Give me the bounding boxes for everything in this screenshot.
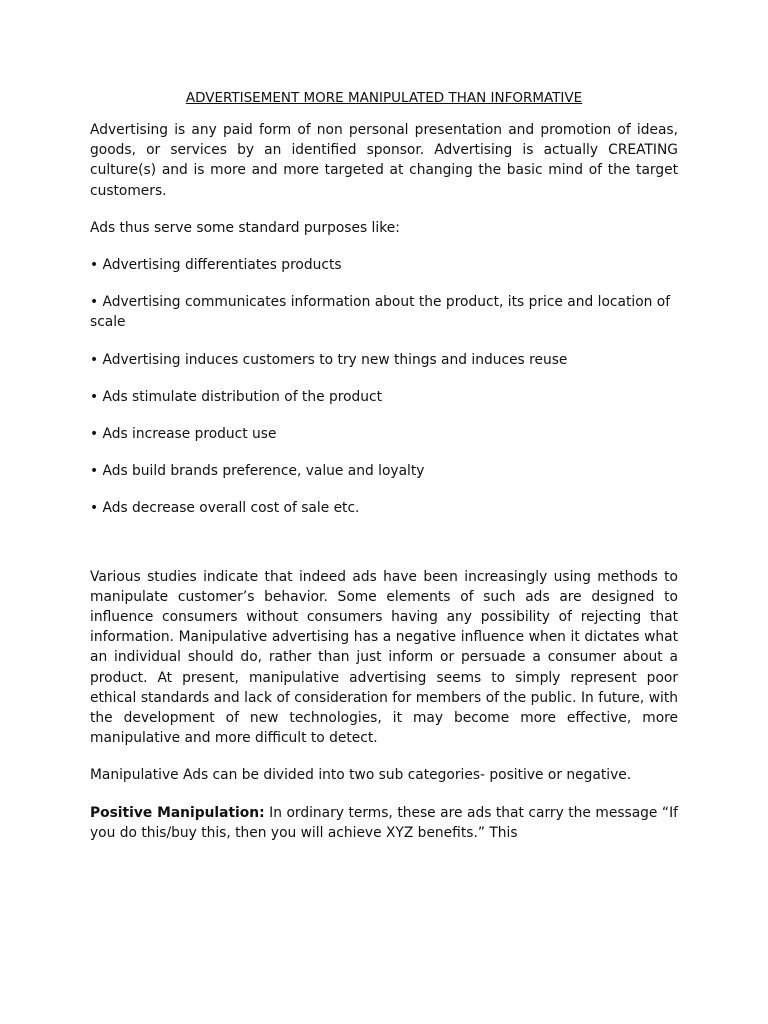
document-page (90, 88, 678, 843)
bullet-item: • Ads decrease overall cost of sale etc. (90, 500, 360, 517)
bullet-item: • Advertising communicates information about the product, its price and location of scale (90, 294, 671, 331)
purposes-heading: Ads thus serve some standard purposes like: (90, 219, 400, 236)
document-title: ADVERTISEMENT MORE MANIPULATED THAN INFORMATIVE (185, 90, 583, 106)
categories-paragraph: Manipulative Ads can be divided into two sub categories- positive or negative. (90, 767, 632, 784)
bullet-item: • Advertising differentiates products (90, 257, 342, 274)
intro-paragraph: Advertising is any paid form of non personal presentation and promotion of ideas, goods, or services by an identified sponsor. Advertising is actually CREATING culture(s) and is more and more targeted at changing the basic mind of the target customers. (90, 122, 678, 199)
bullet-item: • Ads build brands preference, value and loyalty (90, 463, 425, 480)
bullet-item: • Ads stimulate distribution of the product (90, 388, 383, 405)
positive-manipulation-label: Positive Manipulation: (90, 804, 265, 821)
studies-paragraph: Various studies indicate that indeed ads have been increasingly using methods to manipulate customer’s behavior. Some elements of such ads are designed to influence consumers without consumers having any possibility of rejecting that information. Manipulative advertising has a negative influence when it dictates what an individual should do, rather than just inform or persuade a consumer about a product. At present, manipulative advertising seems to simply represent poor ethical standards and lack of consideration for members of the public. In future, with the development of new technologies, it may become more effective, more manipulative and more difficult to detect. (90, 568, 678, 747)
positive-manipulation-paragraph (90, 803, 678, 843)
bullet-item: • Ads increase product use (90, 426, 277, 443)
bullet-item: • Advertising induces customers to try new things and induces reuse (90, 351, 568, 368)
positive-manipulation-text: In ordinary terms, these are ads that carry the message “If you do this/buy this, then you will achieve XYZ benefits.” This (90, 804, 679, 841)
